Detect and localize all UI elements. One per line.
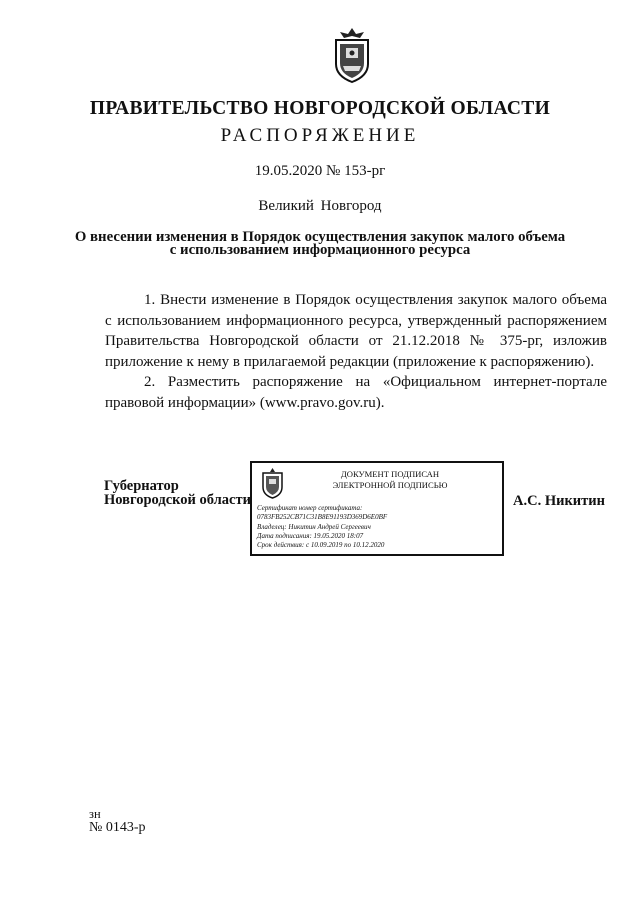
stamp-heading <box>290 469 490 490</box>
stamp-cert-label: Сертификат номер сертификата: <box>257 504 363 512</box>
document-title-line1: О внесении изменения в Порядок осуществления закупок малого объема <box>74 229 566 245</box>
document-body <box>105 290 607 413</box>
signer-name: А.С. Никитин <box>513 493 605 509</box>
city: Великий Новгород <box>258 198 382 214</box>
signer-position-line2: Новгородской области <box>104 491 251 508</box>
paragraph-1: 1. Внести изменение в Порядок осуществления закупок малого объема с использованием информационного ресурса, утвержденный распоряжением Правительства Новгородской области от 21.12.2018 № 375-рг, изложив приложение к нему в прилагаемой редакции (приложение к распоряжению). <box>105 292 607 370</box>
organization-heading: ПРАВИТЕЛЬСТВО НОВГОРОДСКОЙ ОБЛАСТИ <box>89 98 551 119</box>
signer-position-line1: Губернатор <box>104 478 179 494</box>
signer-position <box>104 480 251 507</box>
stamp-heading-line2: ЭЛЕКТРОННОЙ ПОДПИСЬЮ <box>332 479 448 490</box>
stamp-validity: Срок действия: с 10.09.2019 по 10.12.2020 <box>257 541 385 550</box>
stamp-emblem-icon <box>260 467 285 499</box>
footer-code: зн <box>89 807 101 821</box>
stamp-owner: Владелец: Никитин Андрей Сергеевич <box>257 522 371 531</box>
stamp-heading-line1: ДОКУМЕНТ ПОДПИСАН <box>340 469 440 479</box>
date-number: 19.05.2020 № 153-рг <box>254 163 386 179</box>
stamp-signed-date: Дата подписания: 19.05.2020 18:07 <box>257 531 364 540</box>
footer-number: № 0143-р <box>89 820 146 835</box>
coat-of-arms-emblem <box>330 26 374 84</box>
paragraph-2: 2. Разместить распоряжение на «Официальном интернет-портале правовой информации» (www.pravo.gov.ru). <box>105 374 607 411</box>
electronic-signature-stamp <box>250 461 504 556</box>
stamp-details <box>257 504 503 550</box>
stamp-cert-number: 0783FB252CB71C31B8E91193D369D6E0BF <box>257 513 388 522</box>
document-title-line2: с использованием информационного ресурса <box>169 242 471 258</box>
document-title <box>60 231 580 257</box>
document-type: РАСПОРЯЖЕНИЕ <box>220 125 420 146</box>
